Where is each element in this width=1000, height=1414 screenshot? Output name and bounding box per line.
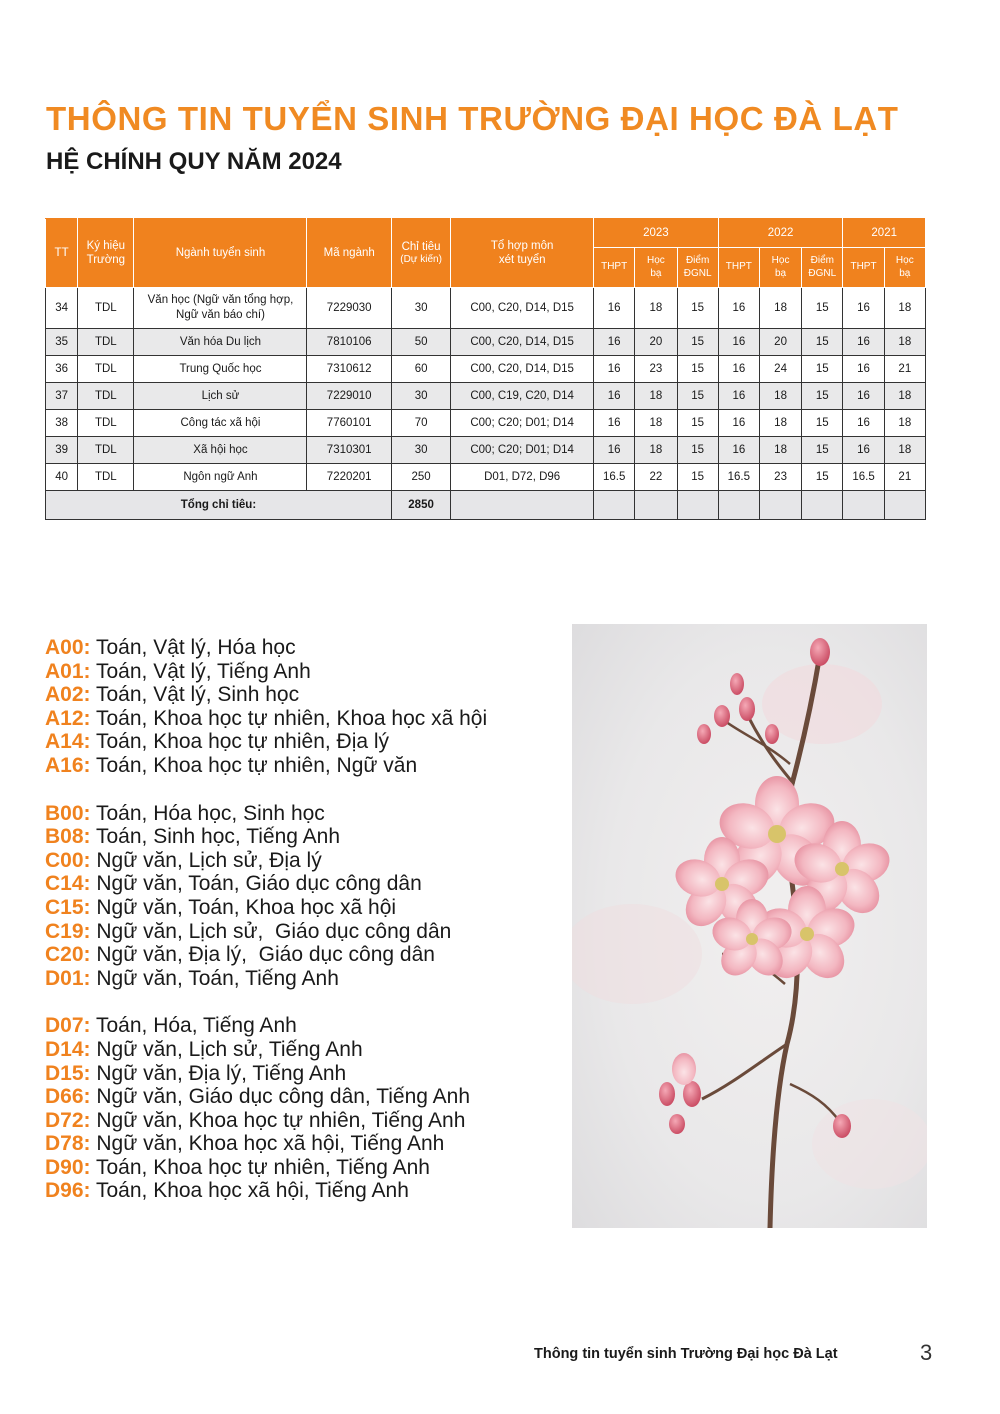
header-nganh: Ngành tuyển sinh xyxy=(134,219,307,288)
row-quota: 30 xyxy=(391,288,450,329)
empty-cell xyxy=(759,491,801,520)
row-combination: C00, C19, C20, D14 xyxy=(451,383,594,410)
empty-cell xyxy=(802,491,843,520)
score-2021-thpt: 16 xyxy=(843,437,884,464)
legend-item xyxy=(45,896,487,920)
legend-item xyxy=(45,1109,487,1133)
header-tohop-line1: Tổ hợp môn xyxy=(490,239,554,252)
header-chitieu-label: Chỉ tiêu xyxy=(401,240,441,253)
score-2022-thpt: 16 xyxy=(718,383,759,410)
header-tt: TT xyxy=(46,219,78,288)
header-hocba xyxy=(635,248,677,288)
header-hocba-line2: bạ xyxy=(899,267,911,279)
score-2021-thpt: 16 xyxy=(843,410,884,437)
empty-cell xyxy=(677,491,718,520)
score-2022-dgnl: 15 xyxy=(802,329,843,356)
score-2023-thpt: 16.5 xyxy=(594,464,635,491)
score-2022-hocba: 23 xyxy=(759,464,801,491)
row-major-code: 7220201 xyxy=(307,464,391,491)
score-2022-dgnl: 15 xyxy=(802,437,843,464)
header-dgnl xyxy=(802,248,843,288)
table-row xyxy=(46,410,926,437)
combination-code: B08: xyxy=(45,825,91,849)
header-hocba-line2: bạ xyxy=(650,267,662,279)
row-tt: 40 xyxy=(46,464,78,491)
combination-subjects: Ngữ văn, Lịch sử, Địa lý xyxy=(90,848,322,872)
combination-subjects: Ngữ văn, Lịch sử, Tiếng Anh xyxy=(90,1037,363,1061)
combination-subjects: Ngữ văn, Địa lý, Giáo dục công dân xyxy=(90,943,435,967)
score-2021-thpt: 16 xyxy=(843,356,884,383)
score-2023-hocba: 22 xyxy=(635,464,677,491)
header-hocba-line1: Học xyxy=(771,255,790,266)
header-dgnl-line1: Điểm xyxy=(685,255,710,266)
row-major-code: 7229030 xyxy=(307,288,391,329)
score-2023-hocba: 23 xyxy=(635,356,677,383)
row-school-code: TDL xyxy=(78,464,134,491)
cherry-blossom-image xyxy=(572,624,927,1228)
legend-item xyxy=(45,872,487,896)
header-year-2022: 2022 xyxy=(718,219,843,248)
row-quota: 250 xyxy=(391,464,450,491)
row-school-code: TDL xyxy=(78,410,134,437)
row-major: Văn học (Ngữ văn tổng hợp, Ngữ văn báo chí) xyxy=(134,288,307,329)
header-dgnl-line2: ĐGNL xyxy=(808,267,837,279)
score-2021-hocba: 18 xyxy=(884,437,925,464)
score-2022-hocba: 20 xyxy=(759,329,801,356)
score-2023-dgnl: 15 xyxy=(677,288,718,329)
header-hocba-line2: bạ xyxy=(775,267,787,279)
header-thpt: THPT xyxy=(718,248,759,288)
combination-subjects: Ngữ văn, Toán, Tiếng Anh xyxy=(90,966,339,990)
combination-subjects: Toán, Vật lý, Tiếng Anh xyxy=(90,659,311,683)
score-2023-dgnl: 15 xyxy=(677,383,718,410)
legend-item xyxy=(45,1179,487,1203)
score-2023-dgnl: 15 xyxy=(677,356,718,383)
score-2021-hocba: 21 xyxy=(884,464,925,491)
header-tohop-line2: xét tuyển xyxy=(498,254,546,266)
total-label: Tổng chỉ tiêu: xyxy=(46,491,392,520)
score-2021-thpt: 16 xyxy=(843,329,884,356)
combination-subjects: Toán, Vật lý, Hóa học xyxy=(90,636,296,659)
combination-code: A01: xyxy=(45,659,91,683)
score-2022-hocba: 18 xyxy=(759,288,801,329)
row-major: Công tác xã hội xyxy=(134,410,307,437)
table-row xyxy=(46,383,926,410)
score-2021-hocba: 21 xyxy=(884,356,925,383)
legend-item xyxy=(45,660,487,684)
header-hocba xyxy=(759,248,801,288)
score-2022-dgnl: 15 xyxy=(802,383,843,410)
score-2023-thpt: 16 xyxy=(594,437,635,464)
score-2021-hocba: 18 xyxy=(884,383,925,410)
row-tt: 39 xyxy=(46,437,78,464)
legend-group xyxy=(45,802,487,991)
row-major: Xã hội học xyxy=(134,437,307,464)
score-2022-hocba: 18 xyxy=(759,383,801,410)
score-2023-hocba: 18 xyxy=(635,288,677,329)
header-ma: Mã ngành xyxy=(307,219,391,288)
header-chitieu xyxy=(391,219,450,288)
row-tt: 36 xyxy=(46,356,78,383)
score-2022-hocba: 18 xyxy=(759,437,801,464)
combination-code: C15: xyxy=(45,895,91,919)
row-quota: 60 xyxy=(391,356,450,383)
header-year-2023: 2023 xyxy=(594,219,719,248)
row-major: Trung Quốc học xyxy=(134,356,307,383)
empty-cell xyxy=(451,491,594,520)
row-major-code: 7810106 xyxy=(307,329,391,356)
page-title: THÔNG TIN TUYỂN SINH TRƯỜNG ĐẠI HỌC ĐÀ LẠT xyxy=(46,100,899,137)
legend-item xyxy=(45,730,487,754)
row-major-code: 7760101 xyxy=(307,410,391,437)
row-combination: C00; C20; D01; D14 xyxy=(451,437,594,464)
legend-item xyxy=(45,1156,487,1180)
table-header xyxy=(46,219,926,288)
score-2022-dgnl: 15 xyxy=(802,464,843,491)
score-2022-dgnl: 15 xyxy=(802,356,843,383)
row-school-code: TDL xyxy=(78,383,134,410)
table-body xyxy=(46,288,926,520)
combination-code: C14: xyxy=(45,872,91,896)
legend-item xyxy=(45,967,487,991)
score-2023-thpt: 16 xyxy=(594,329,635,356)
combination-subjects: Toán, Khoa học xã hội, Tiếng Anh xyxy=(90,1179,409,1203)
combination-code: A02: xyxy=(45,683,91,707)
score-2022-thpt: 16 xyxy=(718,288,759,329)
score-2021-hocba: 18 xyxy=(884,288,925,329)
combination-subjects: Ngữ văn, Toán, Giáo dục công dân xyxy=(90,872,422,896)
legend-item xyxy=(45,943,487,967)
header-hocba-line1: Học xyxy=(646,255,665,266)
combination-code: D14: xyxy=(45,1037,91,1061)
header-kyhieu xyxy=(78,219,134,288)
row-combination: C00, C20, D14, D15 xyxy=(451,329,594,356)
combination-code: D01: xyxy=(45,966,91,990)
page-subtitle: HỆ CHÍNH QUY NĂM 2024 xyxy=(46,148,342,175)
combination-subjects: Ngữ văn, Toán, Khoa học xã hội xyxy=(90,895,397,919)
empty-cell xyxy=(843,491,884,520)
row-major: Văn hóa Du lịch xyxy=(134,329,307,356)
table-row xyxy=(46,329,926,356)
row-quota: 50 xyxy=(391,329,450,356)
header-year-2021: 2021 xyxy=(843,219,926,248)
combination-subjects: Ngữ văn, Khoa học tự nhiên, Tiếng Anh xyxy=(90,1108,466,1132)
row-tt: 34 xyxy=(46,288,78,329)
row-major-code: 7310612 xyxy=(307,356,391,383)
combination-subjects: Toán, Khoa học tự nhiên, Ngữ văn xyxy=(90,753,418,777)
score-2022-hocba: 24 xyxy=(759,356,801,383)
combination-subjects: Ngữ văn, Lịch sử, Giáo dục công dân xyxy=(90,919,452,943)
legend-item xyxy=(45,1038,487,1062)
score-2023-thpt: 16 xyxy=(594,410,635,437)
header-chitieu-sub: (Dự kiến) xyxy=(400,253,442,265)
row-quota: 30 xyxy=(391,437,450,464)
score-2022-hocba: 18 xyxy=(759,410,801,437)
legend-group xyxy=(45,1014,487,1203)
combination-code: D78: xyxy=(45,1132,91,1156)
score-2023-dgnl: 15 xyxy=(677,329,718,356)
score-2021-thpt: 16 xyxy=(843,383,884,410)
combination-subjects: Toán, Vật lý, Sinh học xyxy=(90,683,300,707)
row-quota: 70 xyxy=(391,410,450,437)
legend-item xyxy=(45,1014,487,1038)
row-major-code: 7310301 xyxy=(307,437,391,464)
score-2023-hocba: 18 xyxy=(635,410,677,437)
row-major: Ngôn ngữ Anh xyxy=(134,464,307,491)
row-combination: D01, D72, D96 xyxy=(451,464,594,491)
row-major: Lịch sử xyxy=(134,383,307,410)
score-2023-hocba: 20 xyxy=(635,329,677,356)
combination-subjects: Toán, Khoa học tự nhiên, Tiếng Anh xyxy=(90,1155,430,1179)
score-2022-thpt: 16 xyxy=(718,329,759,356)
row-combination: C00, C20, D14, D15 xyxy=(451,356,594,383)
score-2022-dgnl: 15 xyxy=(802,410,843,437)
table-row xyxy=(46,288,926,329)
header-hocba-line1: Học xyxy=(895,255,914,266)
score-2023-hocba: 18 xyxy=(635,437,677,464)
combination-code: B00: xyxy=(45,801,91,825)
row-school-code: TDL xyxy=(78,329,134,356)
combination-code: D15: xyxy=(45,1061,91,1085)
header-dgnl xyxy=(677,248,718,288)
score-2023-dgnl: 15 xyxy=(677,410,718,437)
combination-code: D07: xyxy=(45,1014,91,1038)
combination-code: C20: xyxy=(45,943,91,967)
legend-item xyxy=(45,920,487,944)
combination-subjects: Ngữ văn, Giáo dục công dân, Tiếng Anh xyxy=(90,1085,471,1109)
page-number: 3 xyxy=(920,1340,933,1365)
legend-item xyxy=(45,1062,487,1086)
combination-code: D66: xyxy=(45,1085,91,1109)
score-2023-dgnl: 15 xyxy=(677,437,718,464)
row-tt: 37 xyxy=(46,383,78,410)
score-2023-hocba: 18 xyxy=(635,383,677,410)
score-2022-thpt: 16 xyxy=(718,410,759,437)
header-thpt: THPT xyxy=(843,248,884,288)
score-2022-thpt: 16.5 xyxy=(718,464,759,491)
row-tt: 38 xyxy=(46,410,78,437)
combination-code: D90: xyxy=(45,1155,91,1179)
combination-subjects: Toán, Hóa, Tiếng Anh xyxy=(90,1014,297,1038)
header-hocba xyxy=(884,248,925,288)
score-2021-thpt: 16.5 xyxy=(843,464,884,491)
cherry-blossom-photo xyxy=(572,624,927,1228)
combination-subjects: Ngữ văn, Khoa học xã hội, Tiếng Anh xyxy=(90,1132,445,1156)
score-2023-thpt: 16 xyxy=(594,356,635,383)
empty-cell xyxy=(635,491,677,520)
legend-item xyxy=(45,825,487,849)
score-2021-thpt: 16 xyxy=(843,288,884,329)
score-2022-thpt: 16 xyxy=(718,356,759,383)
combination-subjects: Toán, Sinh học, Tiếng Anh xyxy=(90,825,340,849)
score-2023-thpt: 16 xyxy=(594,383,635,410)
row-tt: 35 xyxy=(46,329,78,356)
table-total-row xyxy=(46,491,926,520)
table-row xyxy=(46,437,926,464)
score-2023-thpt: 16 xyxy=(594,288,635,329)
combination-code: D72: xyxy=(45,1108,91,1132)
combination-code: D96: xyxy=(45,1179,91,1203)
legend-item xyxy=(45,754,487,778)
empty-cell xyxy=(718,491,759,520)
legend-item xyxy=(45,636,487,660)
legend-item xyxy=(45,849,487,873)
combination-subjects: Ngữ văn, Địa lý, Tiếng Anh xyxy=(90,1061,347,1085)
combination-code: A14: xyxy=(45,730,91,754)
score-2022-dgnl: 15 xyxy=(802,288,843,329)
row-school-code: TDL xyxy=(78,288,134,329)
combination-code: C00: xyxy=(45,848,91,872)
score-2021-hocba: 18 xyxy=(884,329,925,356)
row-school-code: TDL xyxy=(78,356,134,383)
score-2021-hocba: 18 xyxy=(884,410,925,437)
combination-code: C19: xyxy=(45,919,91,943)
combination-subjects: Toán, Khoa học tự nhiên, Địa lý xyxy=(90,730,390,754)
combination-code: A00: xyxy=(45,636,91,659)
admission-table xyxy=(45,218,926,520)
combination-code: A16: xyxy=(45,753,91,777)
empty-cell xyxy=(884,491,925,520)
legend-item xyxy=(45,707,487,731)
header-dgnl-line1: Điểm xyxy=(810,255,834,266)
legend-group xyxy=(45,636,487,778)
score-2022-thpt: 16 xyxy=(718,437,759,464)
footer-text: Thông tin tuyển sinh Trường Đại học Đà Lạt xyxy=(534,1346,838,1362)
header-dgnl-line2: ĐGNL xyxy=(683,267,712,279)
row-quota: 30 xyxy=(391,383,450,410)
legend-item xyxy=(45,802,487,826)
combination-subjects: Toán, Hóa học, Sinh học xyxy=(90,801,325,825)
table-row xyxy=(46,464,926,491)
combination-subjects: Toán, Khoa học tự nhiên, Khoa học xã hội xyxy=(90,706,488,730)
row-combination: C00; C20; D01; D14 xyxy=(451,410,594,437)
header-tohop xyxy=(451,219,594,288)
score-2023-dgnl: 15 xyxy=(677,464,718,491)
legend-item xyxy=(45,1085,487,1109)
table-row xyxy=(46,356,926,383)
legend-item xyxy=(45,1132,487,1156)
header-thpt: THPT xyxy=(594,248,635,288)
header-kyhieu-line2: Trường xyxy=(86,254,126,266)
subject-combination-legend xyxy=(45,636,487,1227)
row-school-code: TDL xyxy=(78,437,134,464)
row-combination: C00, C20, D14, D15 xyxy=(451,288,594,329)
legend-item xyxy=(45,683,487,707)
empty-cell xyxy=(594,491,635,520)
header-kyhieu-line1: Ký hiệu xyxy=(86,239,125,252)
combination-code: A12: xyxy=(45,706,91,730)
row-major-code: 7229010 xyxy=(307,383,391,410)
total-value: 2850 xyxy=(391,491,450,520)
